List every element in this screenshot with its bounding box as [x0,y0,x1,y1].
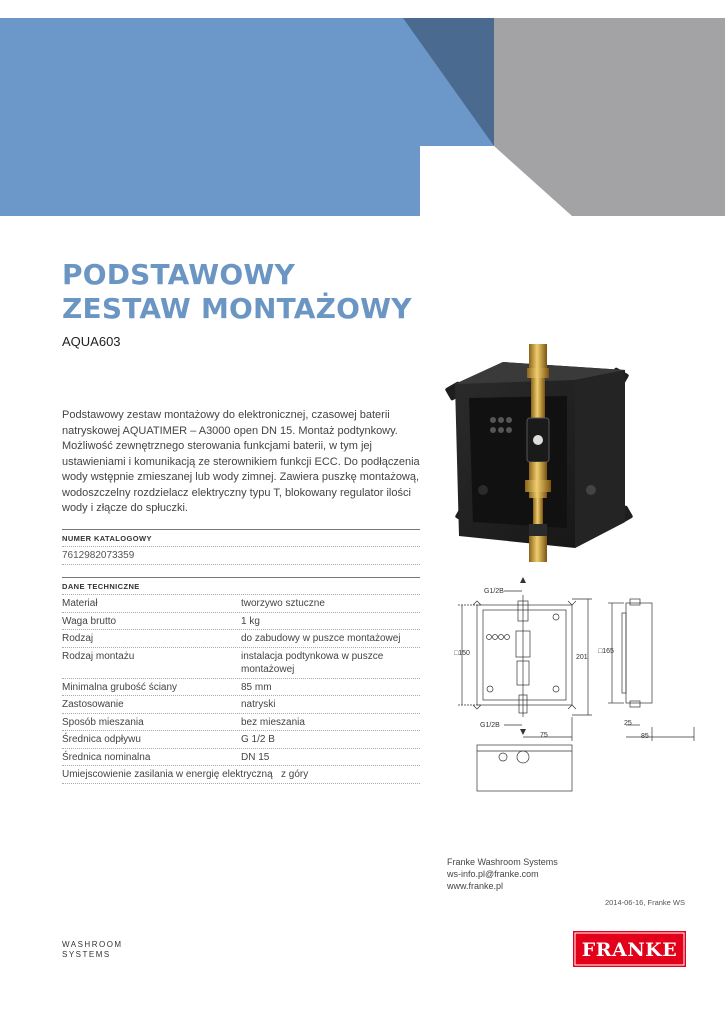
tech-value: do zabudowy w puszce montażowej [241,633,401,644]
division-line-2: SYSTEMS [62,950,111,959]
tech-value: tworzywo sztuczne [241,598,325,609]
product-description: Podstawowy zestaw montażowy do elektronicznej, czasowej baterii natryskowej AQUATIMER – A3000 open DN 15. Montaż podtynkowy. Możliwość zewnętrznego sterowania funkcjami baterii, w tym jej ustawieniami i komunikacją ze sterownikiem funkcji ECC. Do podłączenia wody wstępnie zmieszanej lub wody zimnej. Zawiera puszkę montażową, wodoszczelny rozdzielacz elektryczny typu T, blokowany regulator ilości wody i złącze do spłuczki. [62,409,420,514]
tech-row [62,679,420,697]
catalog-number: 7612982073359 [62,547,420,565]
dim-height-label: 201 [576,654,588,661]
tech-row [62,714,420,732]
tech-label: Minimalna grubość ściany [62,681,178,693]
tech-value: bez mieszania [241,716,305,728]
tech-row [62,613,420,631]
division-line-1: WASHROOM [62,940,123,949]
tech-row [62,731,420,749]
tech-row [62,696,420,714]
tech-row [62,630,420,648]
tech-value: G 1/2 B [241,734,275,745]
tech-row [62,595,420,613]
tech-value: z góry [281,769,309,780]
product-code: AQUA603 [62,334,121,349]
tech-value: DN 15 [241,751,270,763]
dim-depth-inner-label: 25 [624,720,632,727]
tech-section [62,577,420,784]
catalog-section [62,529,420,565]
dim-width-label: □150 [454,650,470,657]
tech-value: instalacja podtynkowa w puszce montażowej [241,650,384,675]
franke-logo [573,931,686,967]
page-title: PODSTAWOWY ZESTAW MONTAŻOWY [62,258,412,325]
tech-label: Średnica nominalna [62,751,151,763]
tech-label: Rodzaj montażu [62,650,135,662]
tech-row [62,749,420,767]
catalog-heading: NUMER KATALOGOWY [62,529,420,547]
thread-top-label: G1/2B [484,588,504,595]
tech-label: Średnica odpływu [62,734,141,745]
tech-label: Materiał [62,598,98,609]
company-name: Franke Washroom Systems [447,857,558,867]
tech-row [62,766,420,784]
dim-depth-label: 85 [641,733,649,740]
logo-text: FRANKE [581,939,678,961]
tech-label: Sposób mieszania [62,716,144,728]
tech-label: Umiejscowienie zasilania w energię elektryczną [62,769,273,780]
contact-block [447,856,558,892]
tech-value: 85 mm [241,681,272,693]
product-photo [443,340,633,570]
header-banner [0,18,725,216]
date-line: 2014-06-16, Franke WS [604,898,685,907]
tech-label: Rodzaj [62,633,94,644]
tech-label: Waga brutto [62,615,117,627]
division-name [62,940,123,960]
dim-side-label: □165 [598,648,614,655]
tech-value: 1 kg [241,615,260,627]
thread-bottom-label: G1/2B [480,722,500,729]
tech-label: Zastosowanie [62,699,124,710]
contact-email[interactable]: ws-info.pl@franke.com [447,869,539,879]
contact-website[interactable]: www.franke.pl [447,881,504,891]
dim-bottom-label: 75 [540,732,548,739]
technical-drawing [440,577,720,797]
tech-value: natryski [241,699,276,710]
tech-row [62,648,420,679]
tech-heading: DANE TECHNICZNE [62,577,420,595]
